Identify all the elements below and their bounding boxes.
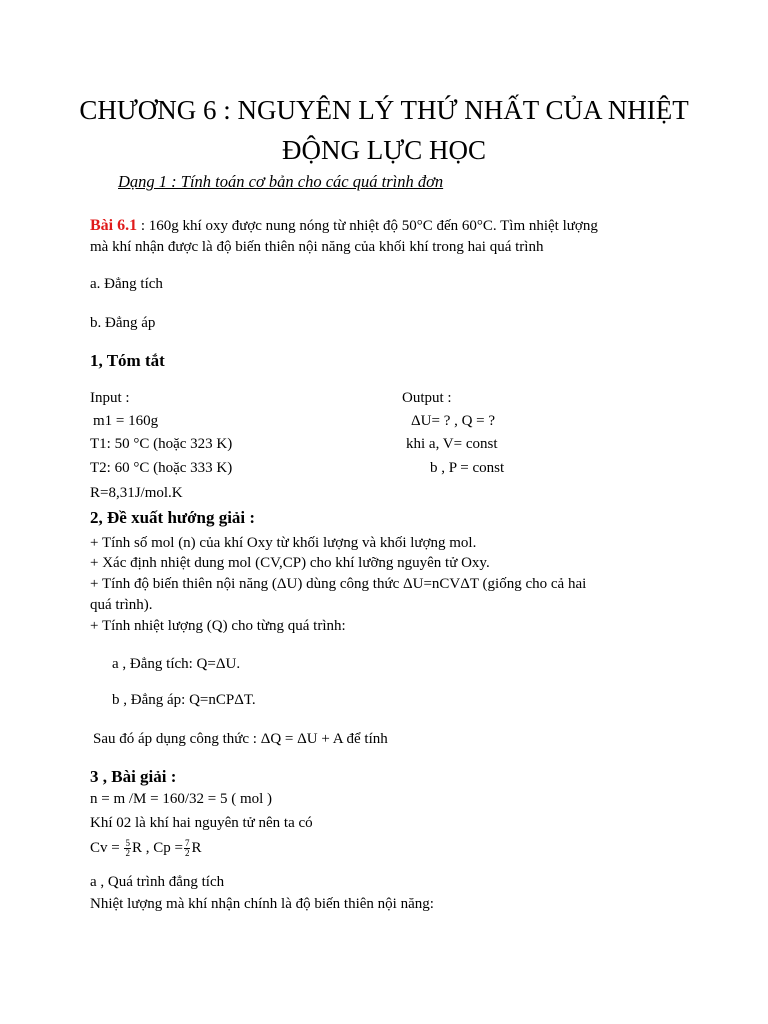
cv-numerator: 5 — [125, 838, 130, 849]
output-values: ΔU= ? , Q = ? — [411, 413, 496, 429]
option-a: a. Đẳng tích — [90, 276, 163, 292]
cp-fraction — [184, 839, 191, 858]
approach-line2: + Xác định nhiệt dung mol (CV,CP) cho khí lưỡng nguyên tử Oxy. — [90, 555, 490, 571]
cv-suffix: R , Cp = — [131, 840, 183, 856]
chapter-title-line2: ĐỘNG LỰC HỌC — [282, 135, 486, 165]
cv-denominator: 2 — [125, 848, 130, 859]
chapter-title-line1: CHƯƠNG 6 : NGUYÊN LÝ THỨ NHẤT CỦA NHIỆT — [79, 95, 689, 125]
cp-numerator: 7 — [184, 838, 190, 849]
approach-heading: 2, Đề xuất hướng giải : — [90, 508, 256, 527]
input-r: R=8,31J/mol.K — [90, 485, 183, 501]
output-label: Output : — [402, 390, 452, 406]
approach-line1: + Tính số mol (n) của khí Oxy từ khối lượng và khối lượng mol. — [90, 535, 477, 551]
option-b: b. Đẳng áp — [90, 315, 156, 331]
input-t2: T2: 60 °C (hoặc 333 K) — [90, 460, 233, 476]
solution-line5: Nhiệt lượng mà khí nhận chính là độ biến thiên nội năng: — [90, 896, 434, 912]
approach-case-b: b , Đẳng áp: Q=nCPΔT. — [112, 692, 256, 708]
solution-heading: 3 , Bài giải : — [90, 767, 177, 786]
output-case-b: b , P = const — [430, 460, 505, 476]
solution-line2: Khí 02 là khí hai nguyên tử nên ta có — [90, 815, 313, 831]
approach-line4: quá trình). — [90, 597, 153, 613]
input-label: Input : — [90, 390, 130, 406]
input-t1: T1: 50 °C (hoặc 323 K) — [90, 436, 233, 452]
approach-after: Sau đó áp dụng công thức : ΔQ = ΔU + A để tính — [93, 731, 388, 747]
solution-line1: n = m /M = 160/32 = 5 ( mol ) — [90, 791, 273, 807]
cv-prefix: Cv = — [90, 840, 124, 856]
cv-fraction — [124, 839, 131, 858]
problem-text-1: : 160g khí oxy được nung nóng từ nhiệt độ 50°C đến 60°C. Tìm nhiệt lượng — [137, 218, 598, 234]
approach-line5: + Tính nhiệt lượng (Q) cho từng quá trình: — [90, 618, 346, 634]
input-mass: m1 = 160g — [93, 413, 159, 429]
summary-heading: 1, Tóm tắt — [90, 351, 165, 370]
solution-formula — [90, 838, 201, 858]
problem-line1 — [90, 216, 598, 236]
approach-case-a: a , Đẳng tích: Q=ΔU. — [112, 656, 241, 672]
cp-denominator: 2 — [184, 848, 190, 859]
approach-line3: + Tính độ biến thiên nội năng (ΔU) dùng công thức ΔU=nCVΔT (giống cho cả hai — [90, 576, 587, 592]
problem-label: Bài 6.1 — [90, 217, 138, 234]
section-subtitle: Dạng 1 : Tính toán cơ bản cho các quá trình đơn — [118, 172, 444, 191]
solution-line4: a , Quá trình đẳng tích — [90, 874, 225, 890]
problem-line2: mà khí nhận được là độ biến thiên nội năng của khối khí trong hai quá trình — [90, 239, 544, 255]
output-case-a: khi a, V= const — [406, 436, 498, 452]
cp-suffix: R — [191, 840, 202, 856]
